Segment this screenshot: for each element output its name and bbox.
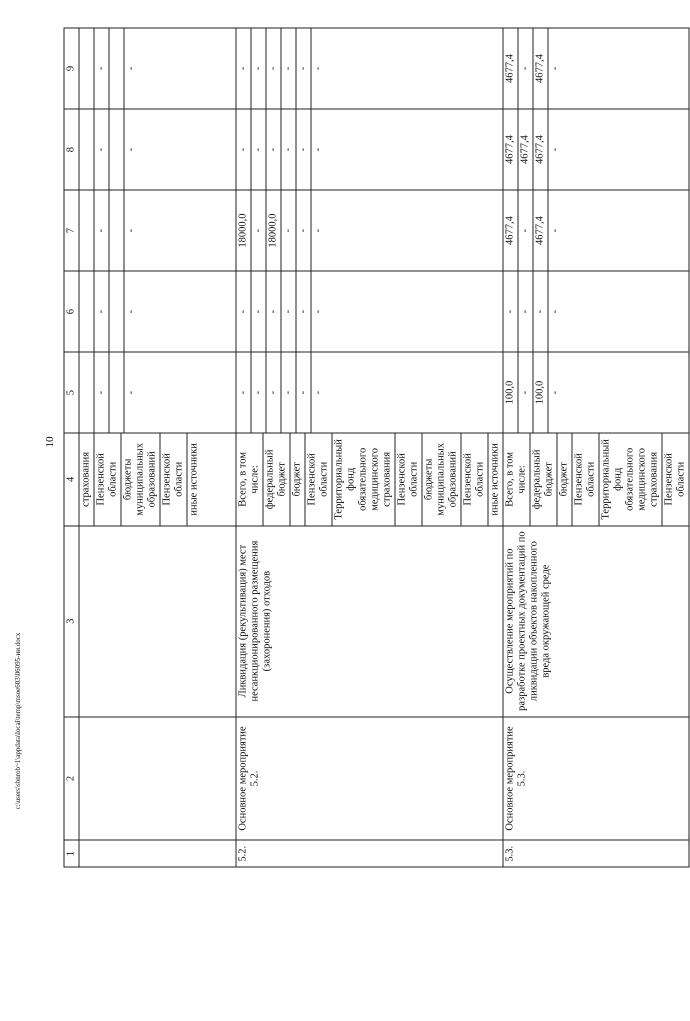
header-cell: 4 [64, 433, 79, 526]
source-line: Пензенской области [160, 434, 187, 526]
name-cell: Основное мероприятие 5.2. [236, 717, 503, 841]
value-line: 100,0 [533, 353, 548, 433]
value-cell [79, 190, 236, 271]
header-cell: 1 [64, 840, 79, 867]
source-cell [503, 433, 689, 526]
value-cell [236, 109, 503, 190]
value-line: 4677,4 [533, 191, 548, 271]
source-line: Территориальный фонд обязательного медицинского страхования [332, 434, 395, 526]
desc-cell: Ликвидация (рекультивация) мест несанкционированного размещения (захоронения) отходов [236, 526, 503, 717]
value-line: - [237, 309, 249, 314]
source-line: Пензенской области [572, 434, 599, 526]
value-line [80, 110, 94, 190]
value-cell [79, 352, 236, 433]
value-line: 18000,0 [266, 191, 281, 271]
value-line: - [251, 191, 266, 271]
value-line: - [251, 110, 266, 190]
header-cell: 2 [64, 717, 79, 841]
value-line: - [124, 191, 139, 271]
value-cell [79, 271, 236, 352]
value-line [109, 272, 124, 352]
value-line: - [251, 272, 266, 352]
value-line [109, 191, 124, 271]
desc-cell [79, 526, 236, 717]
value-line: 100,0 [504, 380, 516, 405]
source-line: Пензенской области [305, 434, 332, 526]
value-cell [236, 352, 503, 433]
value-line [80, 29, 94, 109]
source-line: Территориальный фонд обязательного медицинского страхования [599, 434, 662, 526]
value-line: - [237, 66, 249, 71]
value-line: - [548, 110, 563, 190]
value-line: - [296, 191, 311, 271]
value-line: - [266, 353, 281, 433]
value-line: - [281, 191, 296, 271]
table-row [503, 28, 689, 867]
value-line: - [94, 353, 109, 433]
source-line: бюджет [290, 434, 305, 526]
source-line: страхования [80, 451, 92, 507]
value-cell [236, 28, 503, 109]
value-line: - [296, 272, 311, 352]
value-cell [503, 352, 689, 433]
source-cell [79, 433, 236, 526]
value-line [109, 110, 124, 190]
value-cell [503, 28, 689, 109]
value-line [109, 353, 124, 433]
source-line: федеральный бюджет [263, 434, 290, 526]
source-line: федеральный бюджет [530, 434, 557, 526]
value-line: 4677,4 [504, 54, 516, 83]
value-line: - [311, 191, 326, 271]
value-line [80, 191, 94, 271]
value-line: - [533, 272, 548, 352]
value-line [80, 353, 94, 433]
value-line [109, 29, 124, 109]
value-cell [236, 190, 503, 271]
value-line: - [504, 309, 516, 314]
source-line: иные источники [187, 434, 202, 526]
value-line: 18000,0 [237, 213, 249, 248]
header-cell: 8 [64, 109, 79, 190]
table-row [79, 28, 236, 867]
value-line: - [281, 29, 296, 109]
value-line: - [124, 29, 139, 109]
source-line: Всего, в том числе: [504, 451, 528, 507]
value-line: - [94, 110, 109, 190]
value-line: - [548, 272, 563, 352]
value-line: - [296, 29, 311, 109]
num-cell: 5.2. [236, 840, 503, 867]
rotated-page [63, 28, 687, 868]
value-line: - [548, 191, 563, 271]
value-line: - [124, 110, 139, 190]
name-cell [79, 717, 236, 841]
table-container [64, 28, 687, 868]
file-path: c:\users\sbnrob~1\appdata\local\temp\msoe603\06095-ии.docx [14, 632, 22, 810]
header-cell: 7 [64, 190, 79, 271]
page-number: 10 [44, 436, 56, 448]
header-cell: 9 [64, 28, 79, 109]
value-line: - [94, 29, 109, 109]
value-line: - [296, 353, 311, 433]
value-line: - [518, 191, 533, 271]
value-line: - [237, 390, 249, 395]
value-line: - [311, 353, 326, 433]
value-line: - [124, 272, 139, 352]
value-line: - [94, 191, 109, 271]
value-cell [503, 190, 689, 271]
value-line: - [548, 353, 563, 433]
source-line: бюджет [557, 434, 572, 526]
value-cell [236, 271, 503, 352]
value-line: - [281, 272, 296, 352]
header-cell: 5 [64, 352, 79, 433]
value-line [80, 272, 94, 352]
value-line: 4677,4 [518, 110, 533, 190]
source-line: Пензенской области [461, 434, 488, 526]
value-line: - [266, 29, 281, 109]
num-cell [79, 840, 236, 867]
value-cell [79, 28, 236, 109]
source-line: бюджеты муниципальных образований [422, 434, 461, 526]
source-line: Пензенской области [662, 434, 689, 526]
value-line: 4677,4 [533, 110, 548, 190]
budget-table [64, 28, 690, 868]
source-cell [236, 433, 503, 526]
num-cell: 5.3. [503, 840, 689, 867]
value-line: - [124, 353, 139, 433]
header-row [64, 28, 79, 867]
value-line: - [311, 29, 326, 109]
value-line: - [281, 110, 296, 190]
value-line: - [94, 272, 109, 352]
table-row [236, 28, 503, 867]
value-line: - [266, 110, 281, 190]
desc-cell: Осуществление мероприятий по разработке проектных документаций по ликвидации объектов накопленного вреда окружающей среде [503, 526, 689, 717]
value-line: - [266, 272, 281, 352]
value-line: - [237, 147, 249, 152]
value-cell [503, 109, 689, 190]
value-line: - [518, 29, 533, 109]
value-line: 4677,4 [504, 216, 516, 245]
value-line: - [251, 353, 266, 433]
source-line: Пензенской области [395, 434, 422, 526]
source-line: Пензенской области [94, 434, 121, 526]
value-line: 4677,4 [504, 135, 516, 164]
value-line: - [548, 29, 563, 109]
value-cell [79, 109, 236, 190]
value-line: - [251, 29, 266, 109]
source-line: иные источники [488, 434, 503, 526]
value-line: - [518, 353, 533, 433]
value-line: - [281, 353, 296, 433]
value-line: - [311, 110, 326, 190]
name-cell: Основное мероприятие 5.3. [503, 717, 689, 841]
value-line: 4677,4 [533, 29, 548, 109]
source-line: Всего, в том числе: [237, 451, 261, 507]
header-cell: 6 [64, 271, 79, 352]
header-cell: 3 [64, 526, 79, 717]
source-line: бюджеты муниципальных образований [121, 434, 160, 526]
value-cell [503, 271, 689, 352]
value-line: - [518, 272, 533, 352]
value-line: - [311, 272, 326, 352]
value-line: - [296, 110, 311, 190]
